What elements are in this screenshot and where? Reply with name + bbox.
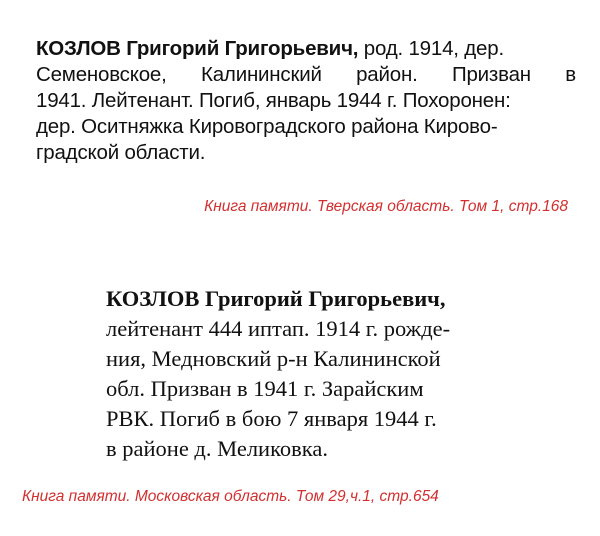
memorial-entry-moscow [106, 284, 506, 464]
entry-line: градской области. [36, 141, 206, 164]
entry-word: Семеновское, [36, 63, 167, 86]
memorial-entry-tver [36, 36, 576, 166]
entry-line [36, 62, 576, 88]
entry-line: 1941. Лейтенант. Погиб, январь 1944 г. Похоронен: [36, 89, 511, 112]
entry-line: ния, Медновский р-н Калининской [106, 346, 441, 371]
entry-word: Калининский [200, 63, 322, 86]
entry-word: район. [356, 63, 418, 86]
entry-line: лейтенант 444 иптап. 1914 г. рожде- [106, 316, 451, 341]
entry-line [36, 36, 576, 62]
source-citation-moscow: Книга памяти. Московская область. Том 29,ч.1, стр.654 [22, 488, 439, 505]
entry-line: дер. Оситняжка Кировоградского района Кирово- [36, 115, 498, 138]
person-name: КОЗЛОВ Григорий Григорьевич, [106, 286, 446, 311]
entry-word: в [565, 63, 576, 86]
entry-line: в районе д. Меликовка. [106, 436, 328, 461]
entry-text: род. 1914, дер. [363, 37, 504, 60]
source-citation-tver: Книга памяти. Тверская область. Том 1, стр.168 [204, 198, 568, 215]
entry-line: обл. Призван в 1941 г. Зарайским [106, 376, 424, 401]
entry-word: Призван [451, 63, 531, 86]
person-name: КОЗЛОВ Григорий Григорьевич, [36, 37, 359, 60]
entry-line: РВК. Погиб в бою 7 января 1944 г. [106, 406, 437, 431]
